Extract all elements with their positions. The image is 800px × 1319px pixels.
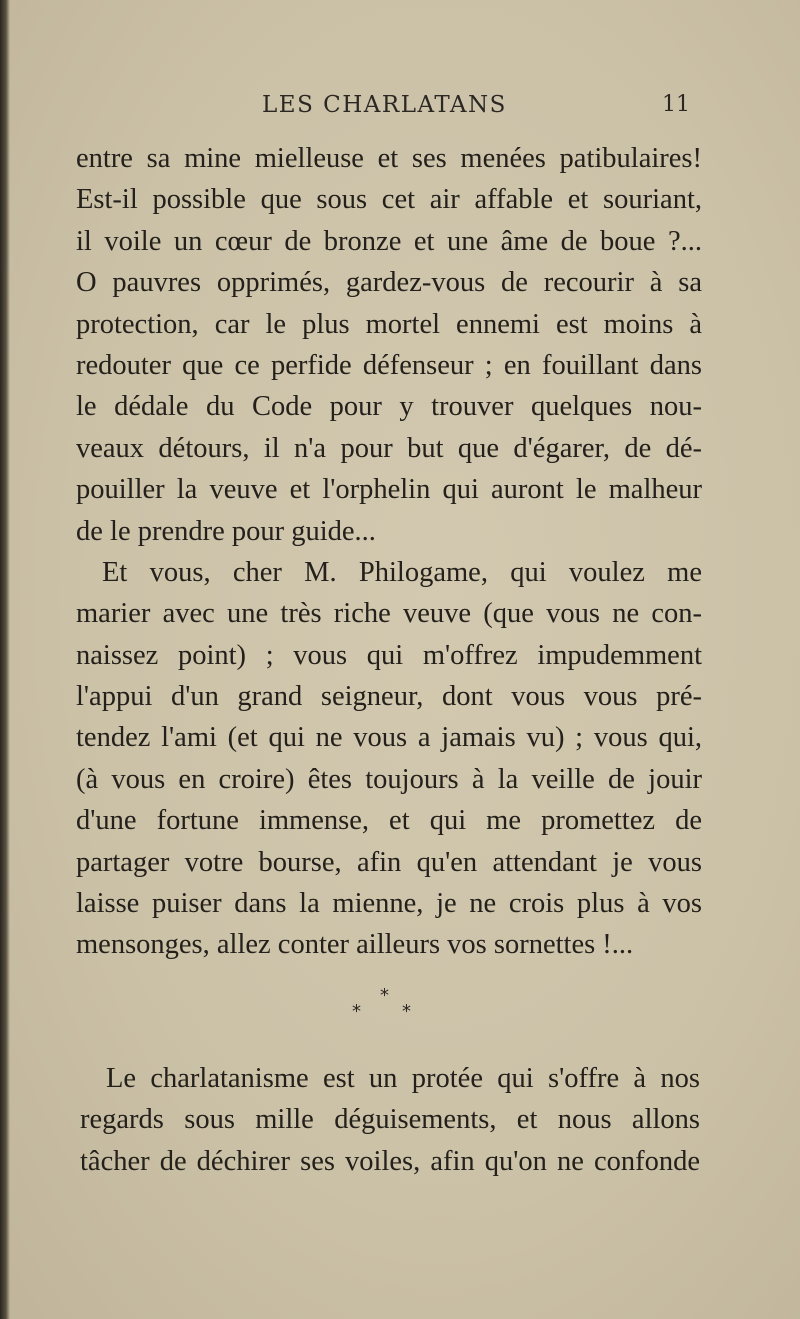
- book-spine-shadow: [0, 0, 10, 1319]
- text-line: Est-il possible que sous cet air affable et souriant,: [76, 184, 702, 216]
- running-title: LES CHARLATANS: [262, 92, 507, 118]
- text-line: de le prendre pour guide...: [76, 515, 376, 547]
- asterisk: *: [380, 985, 389, 1006]
- text-line: entre sa mine mielleuse et ses menées patibulaires!: [76, 143, 702, 174]
- text-line: (à vous en croire) êtes toujours à la veille de jouir: [76, 763, 702, 795]
- text-line: protection, car le plus mortel ennemi est moins à: [76, 308, 702, 340]
- asterisk: *: [352, 1001, 361, 1022]
- main-text: [76, 138, 702, 966]
- text-line: d'une fortune immense, et qui me promettez de: [76, 805, 702, 837]
- asterisk: *: [402, 1001, 411, 1022]
- text-line: partager votre bourse, afin qu'en attendant je vous: [76, 846, 702, 878]
- text-line: regards sous mille déguisements, et nous allons: [80, 1104, 700, 1136]
- text-line: l'appui d'un grand seigneur, dont vous vous pré-: [76, 681, 702, 713]
- text-line: le dédale du Code pour y trouver quelques nou-: [76, 391, 702, 423]
- text-line: tendez l'ami (et qui ne vous a jamais vu) ; vous qui,: [76, 722, 702, 754]
- text-line: naissez point) ; vous qui m'offrez impudemment: [76, 639, 702, 671]
- text-line: marier avec une très riche veuve (que vous ne con-: [76, 598, 702, 630]
- page-number: 11: [662, 92, 690, 117]
- text-line: Le charlatanisme est un protée qui s'offre à nos: [106, 1063, 700, 1094]
- text-line: O pauvres opprimés, gardez-vous de recourir à sa: [76, 267, 702, 299]
- text-line: veaux détours, il n'a pour but que d'égarer, de dé-: [76, 432, 702, 464]
- text-line: mensonges, allez conter ailleurs vos sornettes !...: [76, 929, 634, 961]
- section-text: [80, 1058, 700, 1182]
- text-line: Et vous, cher M. Philogame, qui voulez me: [102, 556, 702, 588]
- text-line: redouter que ce perfide défenseur ; en fouillant dans: [76, 349, 702, 381]
- section-separator: [340, 985, 440, 1025]
- text-line: tâcher de déchirer ses voiles, afin qu'on ne confonde: [80, 1145, 700, 1177]
- text-line: laisse puiser dans la mienne, je ne crois plus à vos: [76, 888, 702, 920]
- text-line: il voile un cœur de bronze et une âme de boue ?...: [76, 225, 702, 257]
- text-line: pouiller la veuve et l'orphelin qui auront le malheur: [76, 474, 702, 506]
- page-header: [0, 92, 800, 126]
